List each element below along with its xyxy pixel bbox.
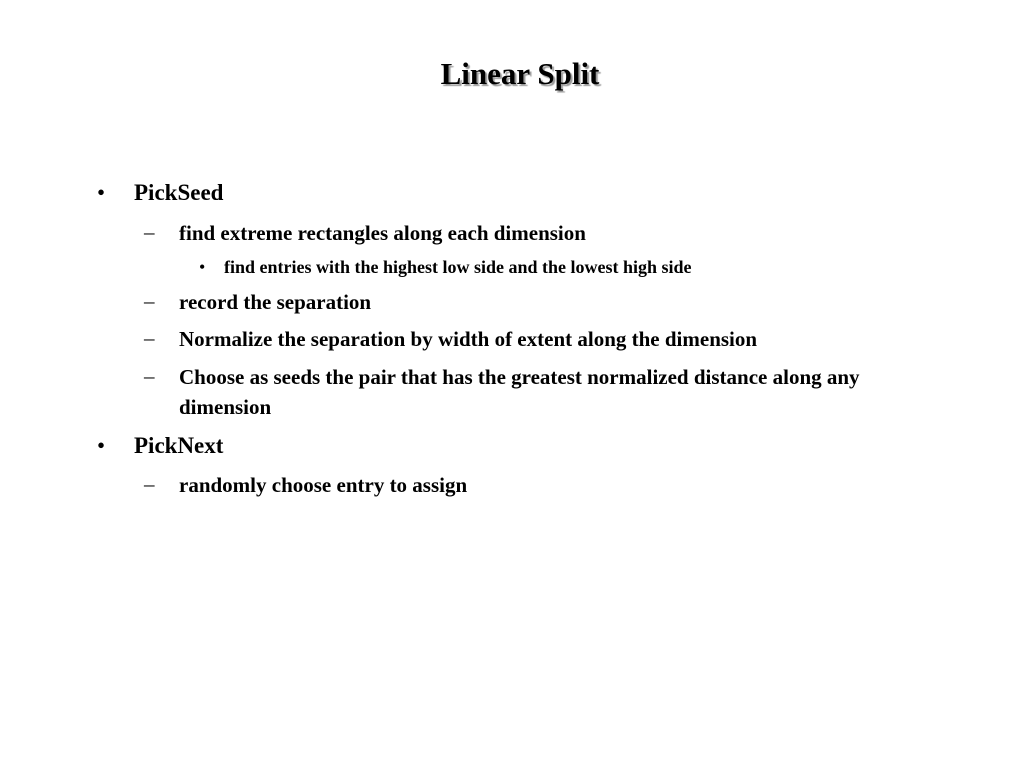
bullet-marker: • [97, 433, 106, 458]
sub-sub-bullet-text: find entries with the highest low side and the lowest high side [224, 257, 692, 277]
sub-bullet-text: record the separation [179, 290, 372, 314]
sub-bullet-randomly-choose [144, 470, 919, 500]
bullet-marker: • [97, 180, 106, 205]
sub-bullet-record-separation [144, 287, 919, 317]
dash-marker: – [144, 364, 155, 388]
sub-bullet-text: Normalize the separation by width of extent along the dimension [179, 327, 758, 351]
bullet-picknext [97, 431, 224, 461]
dash-marker: – [144, 326, 155, 350]
dash-marker: – [144, 472, 155, 496]
sub-bullet-text: randomly choose entry to assign [179, 473, 468, 497]
bullet-pickseed [97, 178, 224, 208]
dash-marker: – [144, 289, 155, 313]
sub-bullet-find-extreme [144, 218, 919, 248]
slide-title: Linear Split [440, 56, 600, 91]
bullet-marker: • [199, 257, 206, 277]
sub-bullet-choose-seeds [144, 362, 919, 422]
sub-bullet-normalize [144, 324, 919, 354]
sub-sub-bullet-find-entries [199, 254, 692, 280]
bullet-text: PickSeed [134, 180, 224, 205]
dash-marker: – [144, 220, 155, 244]
sub-bullet-text: Choose as seeds the pair that has the greatest normalized distance along any dimension [179, 365, 860, 419]
bullet-text: PickNext [134, 433, 224, 458]
sub-bullet-text: find extreme rectangles along each dimension [179, 221, 586, 245]
